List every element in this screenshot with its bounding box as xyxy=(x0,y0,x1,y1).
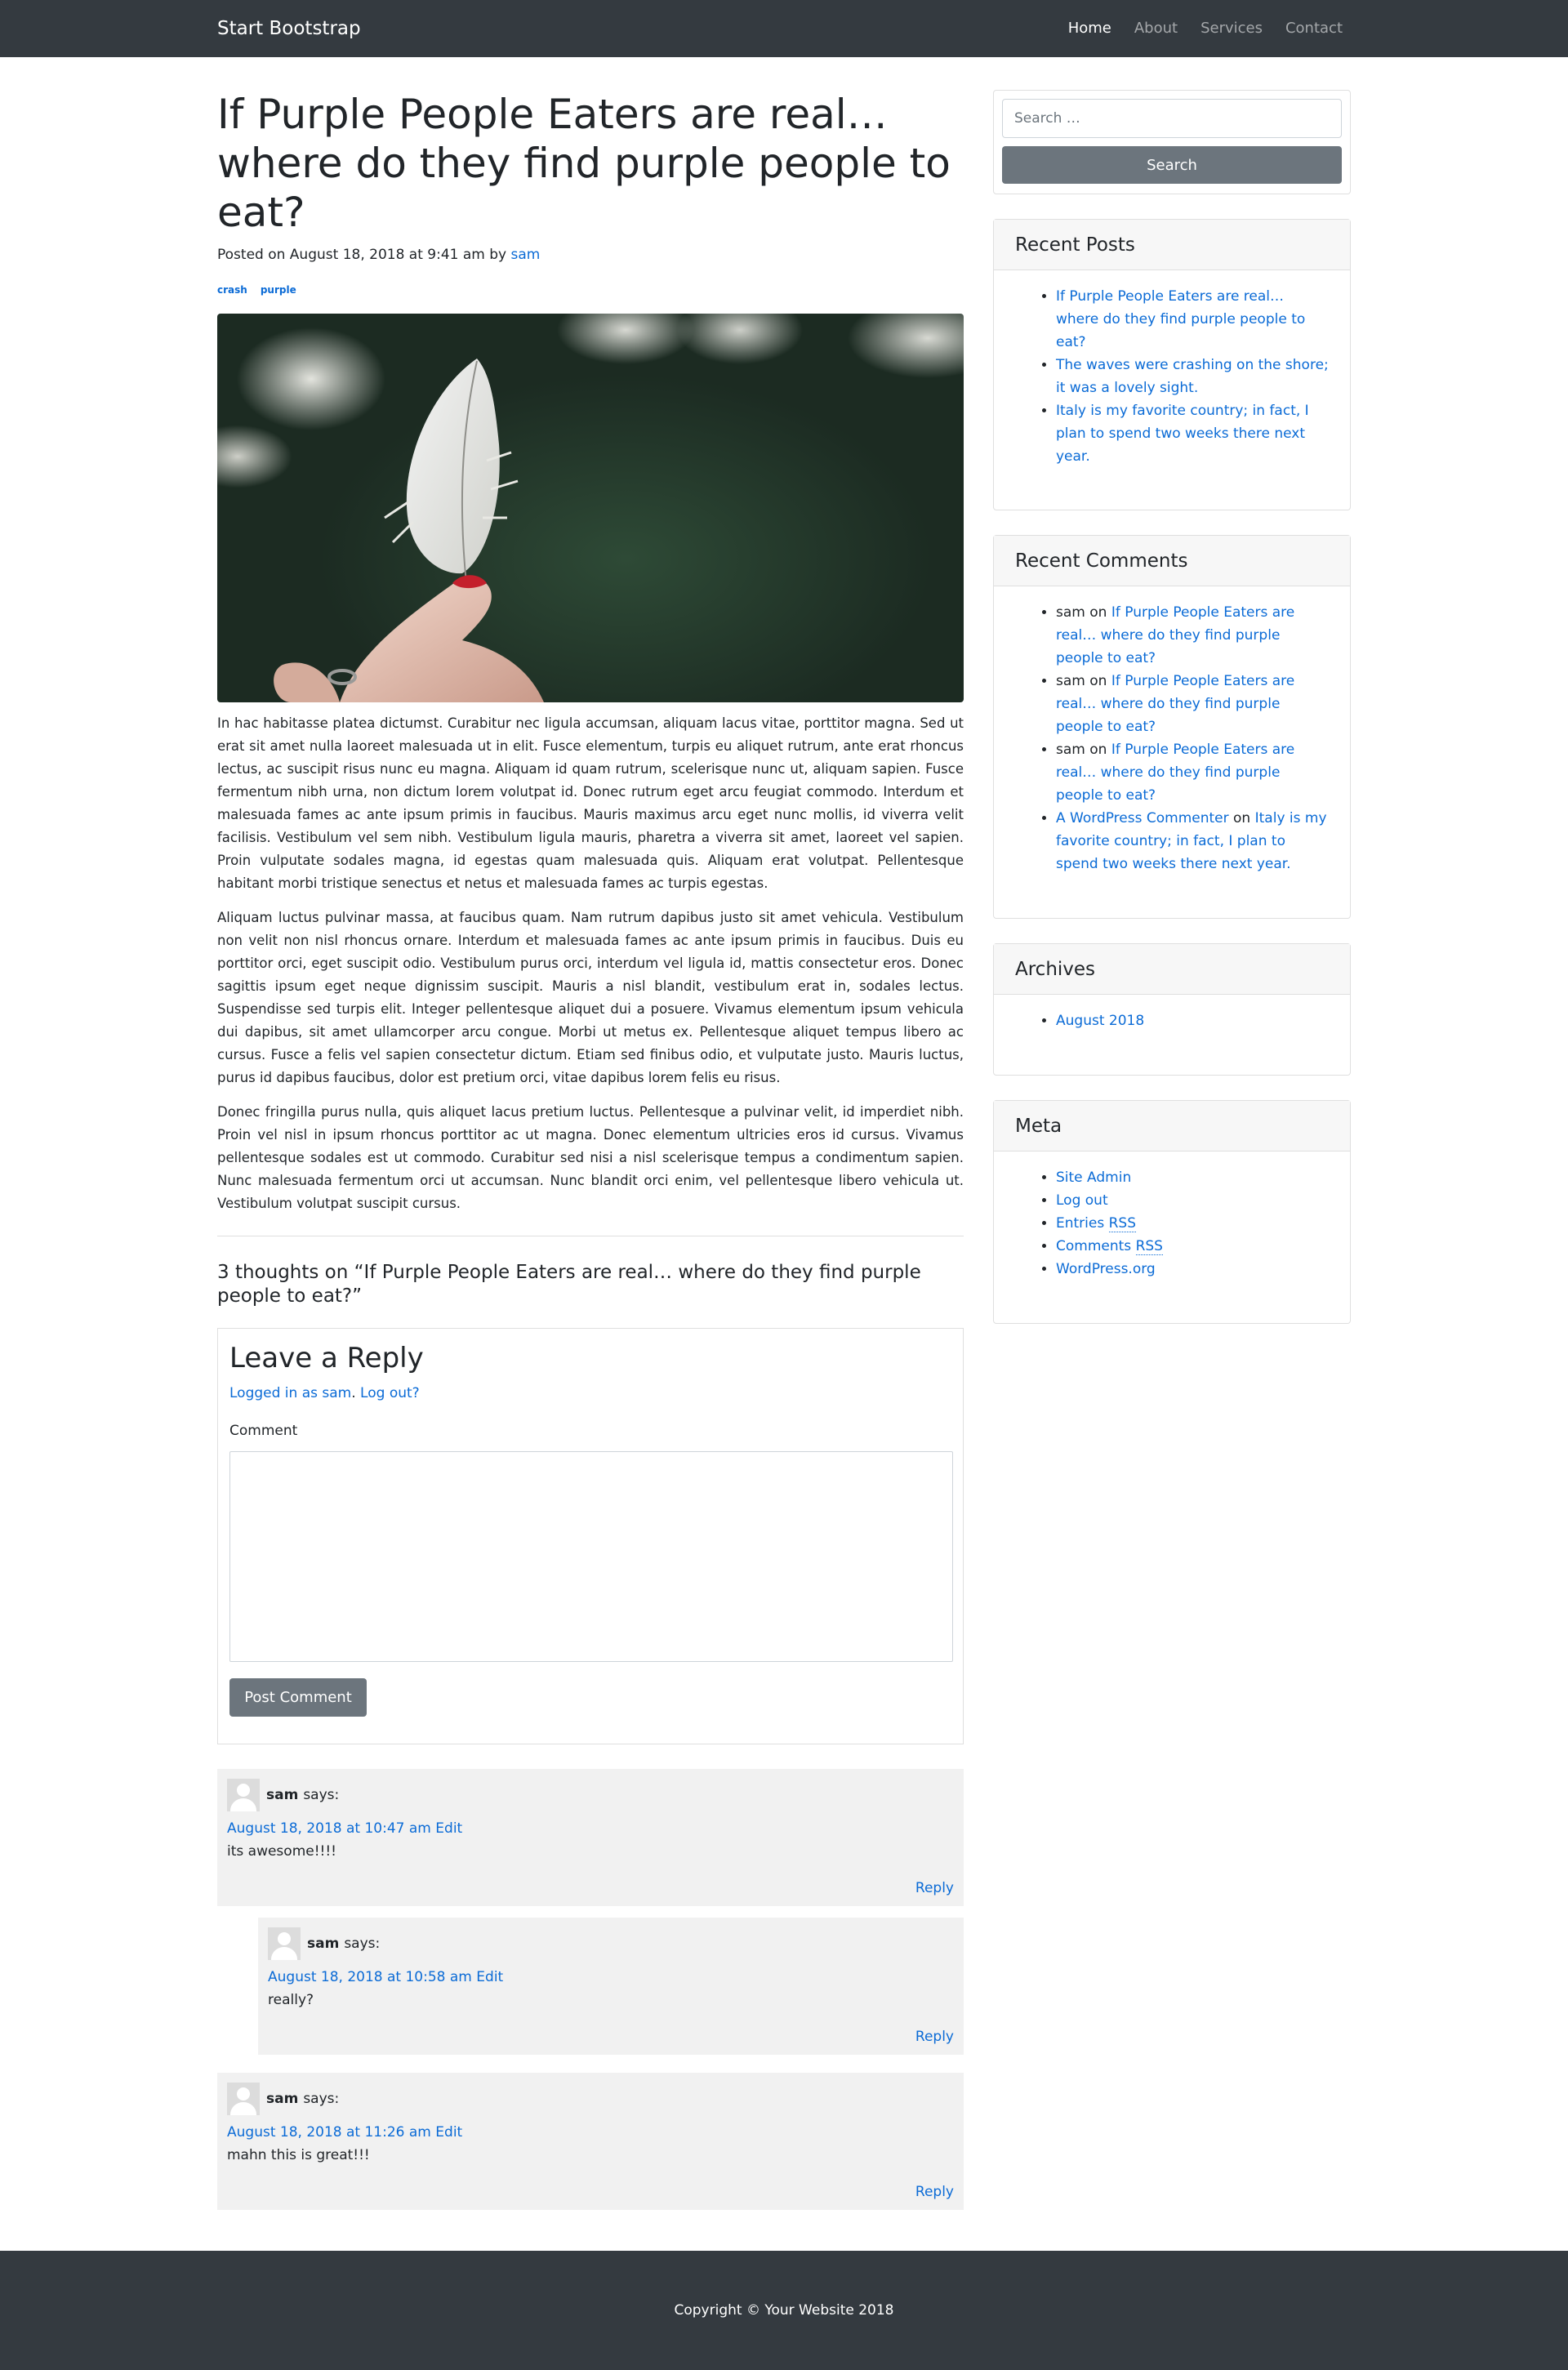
main-column xyxy=(217,90,964,2210)
entries-rss-link[interactable] xyxy=(1056,1215,1136,1232)
post-body xyxy=(217,712,964,1215)
recent-posts-widget xyxy=(993,219,1351,510)
comment-item xyxy=(217,2073,964,2210)
comment-text: mahn this is great!!! xyxy=(227,2147,370,2163)
period-text: . xyxy=(351,1385,361,1401)
comment-author: sam xyxy=(266,2091,299,2107)
comments-title: 3 thoughts on “If Purple People Eaters are real… where do they find purple people to eat?” xyxy=(217,1262,921,1307)
meta-widget xyxy=(993,1100,1351,1324)
comment-author: sam xyxy=(266,1787,299,1803)
copyright-text: Copyright © Your Website 2018 xyxy=(674,2302,894,2319)
search-button[interactable]: Search xyxy=(1002,146,1342,184)
avatar xyxy=(227,2083,260,2115)
footer xyxy=(0,2251,1568,2370)
meta-list xyxy=(994,1152,1350,1295)
list-item xyxy=(1056,1166,1329,1189)
list-item xyxy=(1056,1212,1329,1235)
recent-post-link[interactable]: If Purple People Eaters are real… where do they find purple people to eat? xyxy=(1056,288,1306,350)
log-out-link[interactable]: Log out xyxy=(1056,1192,1108,1209)
says-text: says: xyxy=(303,1787,340,1803)
list-item xyxy=(1056,285,1329,354)
comments-text: Comments xyxy=(1056,1238,1136,1254)
avatar xyxy=(268,1927,301,1960)
list-item xyxy=(1056,1258,1329,1281)
says-text: says: xyxy=(303,2091,340,2107)
logged-in-link[interactable]: Logged in as sam xyxy=(229,1385,352,1401)
reply-title: Leave a Reply xyxy=(229,1342,424,1374)
recent-comments-list xyxy=(994,586,1350,890)
site-admin-link[interactable]: Site Admin xyxy=(1056,1169,1132,1186)
wordpress-org-link[interactable]: WordPress.org xyxy=(1056,1261,1156,1277)
comment-edit-link[interactable]: Edit xyxy=(476,1969,504,1985)
comment-header xyxy=(268,1927,954,1960)
comment-text: really? xyxy=(268,1992,314,2008)
reply-link[interactable]: Reply xyxy=(915,2029,954,2045)
reply-link[interactable]: Reply xyxy=(915,1880,954,1896)
nav-contact[interactable]: Contact xyxy=(1285,20,1343,37)
recent-post-link[interactable]: Italy is my favorite country; in fact, I plan to spend two weeks there next year. xyxy=(1056,403,1309,465)
comment-author: sam xyxy=(1056,673,1085,689)
post-featured-image xyxy=(217,314,964,702)
nav-home[interactable]: Home xyxy=(1067,20,1111,37)
search-input[interactable] xyxy=(1002,99,1342,138)
comment-author: sam xyxy=(1056,742,1085,758)
comments-rss-link[interactable] xyxy=(1056,1238,1163,1255)
on-text: on xyxy=(1089,673,1107,689)
list-item xyxy=(1056,738,1329,807)
list-item xyxy=(1056,601,1329,670)
recent-comment-post-link[interactable]: If Purple People Eaters are real… where do they find purple people to eat? xyxy=(1056,604,1295,666)
search-widget xyxy=(993,90,1351,194)
list-item xyxy=(1056,1189,1329,1212)
list-item xyxy=(1056,670,1329,738)
widget-title: Recent Comments xyxy=(994,536,1350,586)
top-navbar xyxy=(0,0,1568,57)
comment-textarea[interactable] xyxy=(229,1451,953,1662)
recent-comment-post-link[interactable]: Italy is my favorite country; in fact, I plan to spend two weeks there next year. xyxy=(1056,810,1327,872)
list-item xyxy=(1056,807,1329,875)
comment-date-link[interactable]: August 18, 2018 at 10:58 am xyxy=(268,1969,472,1985)
recent-comment-post-link[interactable]: If Purple People Eaters are real… where do they find purple people to eat? xyxy=(1056,673,1295,735)
tag-crash[interactable]: crash xyxy=(217,284,247,296)
post-paragraph: In hac habitasse platea dictumst. Curabitur nec ligula accumsan, aliquam lacus vitae, porttitor magna. Sed ut erat sit amet nulla laoreet malesuada ut in elit. Fusce elementum, turpis eu aliquet rutrum, ante erat rhoncus lectus, ac suscipit risus nunc eu magna. Aliquam id quam rutrum, scelerisque nunc ut, aliquam sapien. Fusce fermentum nibh urna, non dictum lorem volutpat id. Donec rutrum eget arcu feugiat commodo. Interdum et malesuada fames ac ante ipsum primis in faucibus. Mauris maximus arcu eget nunc mollis, id viverra velit facilisis. Vestibulum vel sem nibh. Vestibulum ligula mauris, pharetra a viverra sit amet, laoreet vel sapien. Proin vulputate sodales magna, id egestas quam malesuada quis. Aliquam erat volutpat. Pellentesque habitant morbi tristique senectus et netus et malesuada fames ac turpis egestas. xyxy=(217,715,964,891)
post-author-link[interactable]: sam xyxy=(510,247,541,263)
comment-item xyxy=(217,1769,964,1906)
on-text: on xyxy=(1089,604,1107,621)
post-title: If Purple People Eaters are real… where do they find purple people to eat? xyxy=(217,91,951,236)
recent-comment-post-link[interactable]: If Purple People Eaters are real… where do they find purple people to eat? xyxy=(1056,742,1295,804)
reply-form xyxy=(217,1328,964,1744)
post-meta xyxy=(217,245,964,265)
recent-posts-list xyxy=(994,270,1350,483)
tag-purple[interactable]: purple xyxy=(260,284,296,296)
comment-edit-link[interactable]: Edit xyxy=(435,1820,463,1837)
comment-author: sam xyxy=(307,1936,340,1952)
logged-in-line xyxy=(229,1384,951,1402)
comment-date-link[interactable]: August 18, 2018 at 10:47 am xyxy=(227,1820,431,1837)
comment-meta xyxy=(227,2123,954,2141)
recent-comments-widget xyxy=(993,535,1351,919)
post-tags xyxy=(217,284,964,296)
list-item xyxy=(1056,1009,1329,1032)
logout-link[interactable]: Log out? xyxy=(360,1385,420,1401)
comment-meta xyxy=(227,1820,954,1838)
archives-widget xyxy=(993,943,1351,1076)
comment-header xyxy=(227,2083,954,2115)
comment-meta xyxy=(268,1968,954,1986)
comment-label: Comment xyxy=(229,1423,298,1439)
nav-links xyxy=(1068,19,1343,38)
on-text: on xyxy=(1089,742,1107,758)
widget-title: Recent Posts xyxy=(994,220,1350,270)
widget-title: Archives xyxy=(994,944,1350,995)
recent-post-link[interactable]: The waves were crashing on the shore; it was a lovely sight. xyxy=(1056,357,1329,396)
brand-link[interactable]: Start Bootstrap xyxy=(217,18,361,39)
widget-title: Meta xyxy=(994,1101,1350,1152)
rss-abbr: RSS xyxy=(1135,1238,1163,1254)
list-item xyxy=(1056,1235,1329,1258)
post-paragraph: Donec fringilla purus nulla, quis aliquet lacus pretium luctus. Pellentesque a pulvinar velit, id imperdiet nibh. Proin vel nisl in ipsum rhoncus porttitor ac ut magna. Donec elementum ultricies eros id cursus. Vivamus pellentesque sodales est ut commodo. Curabitur sed nisi a nisl scelerisque tempus a condimentum sapien. Nunc malesuada fermentum orci ut accumsan. Nunc blandit orci enim, vel pellentesque libero vehicula ut. Vestibulum volutpat suscipit cursus. xyxy=(217,1104,964,1211)
comment-edit-link[interactable]: Edit xyxy=(435,2124,463,2141)
reply-link[interactable]: Reply xyxy=(915,2184,954,2200)
comment-header xyxy=(227,1779,954,1811)
on-text: on xyxy=(1233,810,1251,826)
comment-author: sam xyxy=(1056,604,1085,621)
nav-services[interactable]: Services xyxy=(1200,20,1263,37)
post-date-text: Posted on August 18, 2018 at 9:41 am by xyxy=(217,247,511,263)
comment-text: its awesome!!!! xyxy=(227,1843,336,1860)
list-item xyxy=(1056,354,1329,399)
rss-abbr: RSS xyxy=(1108,1215,1137,1232)
feather-hand-illustration xyxy=(217,314,964,702)
says-text: says: xyxy=(344,1936,381,1952)
list-item xyxy=(1056,399,1329,468)
avatar xyxy=(227,1779,260,1811)
comment-author-link[interactable]: A WordPress Commenter xyxy=(1056,810,1229,826)
nav-about[interactable]: About xyxy=(1134,20,1178,37)
comment-item-nested xyxy=(258,1918,964,2055)
post-paragraph: Aliquam luctus pulvinar massa, at faucibus quam. Nam rutrum dapibus justo sit amet vehicula. Vestibulum non velit non nisl rhoncus ornare. Interdum et malesuada fames ac ante ipsum primis in faucibus. Duis eu porttitor orci, eget suscipit odio. Vestibulum purus orci, interdum vel ligula id, mattis consectetur eros. Donec sagittis ipsum eget neque dignissim suscipit. Mauris a nisl blandit, vestibulum erat in, sodales lectus. Suspendisse sed turpis elit. Integer pellentesque aliquet dui a posuere. Vivamus elementum ipsum vehicula dui dapibus, sit amet ullamcorper arcu congue. Morbi ut metus ex. Pellentesque aliquet tempus libero ac cursus. Fusce a felis vel sapien consectetur dictum. Etiam sed finibus odio, et vulputate justo. Mauris luctus, purus id dapibus faucibus, dolor est pretium orci, vitae dapibus lorem felis eu risus. xyxy=(217,910,964,1085)
entries-text: Entries xyxy=(1056,1215,1109,1232)
post-comment-button[interactable]: Post Comment xyxy=(229,1678,367,1717)
comment-date-link[interactable]: August 18, 2018 at 11:26 am xyxy=(227,2124,431,2141)
archive-link[interactable]: August 2018 xyxy=(1056,1013,1145,1029)
archives-list xyxy=(994,995,1350,1047)
